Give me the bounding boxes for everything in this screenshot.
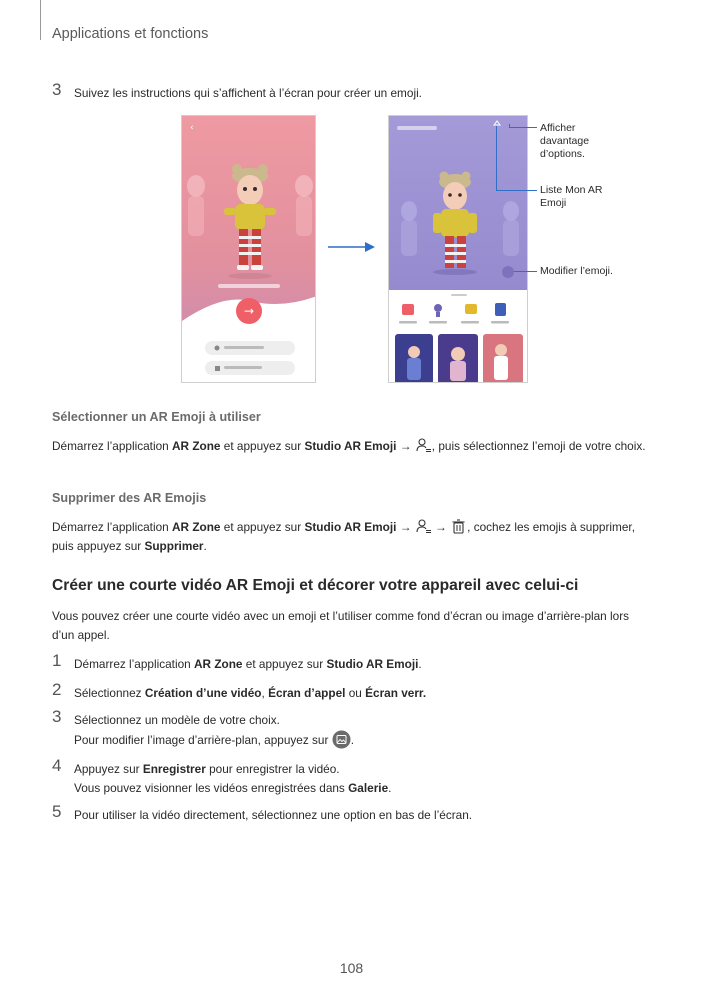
- transition-arrow-icon: [327, 240, 377, 254]
- trash-icon: [450, 518, 467, 535]
- callout-more-options: Afficher davantage d’options.: [540, 122, 590, 160]
- callout-my-ar-emoji-list: Liste Mon AR Emoji: [540, 184, 603, 209]
- step-number: 1: [52, 651, 62, 670]
- step-text: Pour utiliser la vidéo directement, sélectionnez une option en bas de l’écran.: [74, 808, 473, 822]
- step-text: Sélectionnez un modèle de votre choix. Pour modifier l’image d’arrière-plan, appuyez sur .: [74, 713, 354, 747]
- my-emoji-list-icon: [415, 437, 432, 454]
- emoji-studio-illustration: [389, 116, 528, 383]
- step-text: Démarrez l’application AR Zone et appuyez sur Studio AR Emoji.: [74, 657, 422, 671]
- my-emoji-list-icon: [415, 518, 432, 535]
- leader-line-edit: [514, 271, 537, 272]
- emoji-scene-illustration: [182, 116, 316, 383]
- step-number: 3: [52, 80, 62, 99]
- step-number: 2: [52, 680, 62, 699]
- leader-line-list: [496, 190, 537, 191]
- screenshot-create-emoji: [181, 115, 316, 383]
- screenshot-emoji-studio: [388, 115, 528, 383]
- section-heading-create-video: Créer une courte vidéo AR Emoji et décorer votre appareil avec celui-ci: [52, 577, 579, 594]
- page-header-title: Applications et fonctions: [52, 26, 209, 42]
- step-text: Suivez les instructions qui s’affichent à l’écran pour créer un emoji.: [74, 86, 422, 100]
- step-number: 4: [52, 756, 62, 775]
- paragraph-delete: Démarrez l’application AR Zone et appuyez sur Studio AR Emoji → → , cochez les emojis à supprimer, puis appuyez sur Supprimer.: [52, 520, 635, 553]
- step-text: Sélectionnez Création d’une vidéo, Écran d’appel ou Écran verr.: [74, 686, 427, 700]
- subheading-delete: Supprimer des AR Emojis: [52, 491, 207, 505]
- leader-line-more-options-v: [509, 124, 510, 128]
- leader-line-more-options-h: [509, 127, 537, 128]
- step-number: 5: [52, 802, 62, 821]
- subheading-select: Sélectionner un AR Emoji à utiliser: [52, 410, 261, 424]
- step-text: Appuyez sur Enregistrer pour enregistrer la vidéo. Vous pouvez visionner les vidéos enregistrées dans Galerie.: [74, 762, 392, 795]
- callout-edit-emoji: Modifier l’emoji.: [540, 265, 613, 277]
- paragraph-select: Démarrez l’application AR Zone et appuyez sur Studio AR Emoji → , puis sélectionnez l’emoji de votre choix.: [52, 439, 646, 453]
- header-rule: [40, 0, 41, 40]
- background-image-icon: [332, 730, 351, 749]
- paragraph-create-intro: Vous pouvez créer une courte vidéo avec un emoji et l’utiliser comme fond d’écran ou image d’arrière-plan lors d’un appel.: [52, 609, 630, 642]
- svg-text:→: →: [243, 304, 255, 318]
- leader-line-more-options: [496, 126, 497, 190]
- step-number: 3: [52, 707, 62, 726]
- svg-text:‹: ‹: [190, 123, 194, 133]
- page-number: 108: [339, 960, 364, 976]
